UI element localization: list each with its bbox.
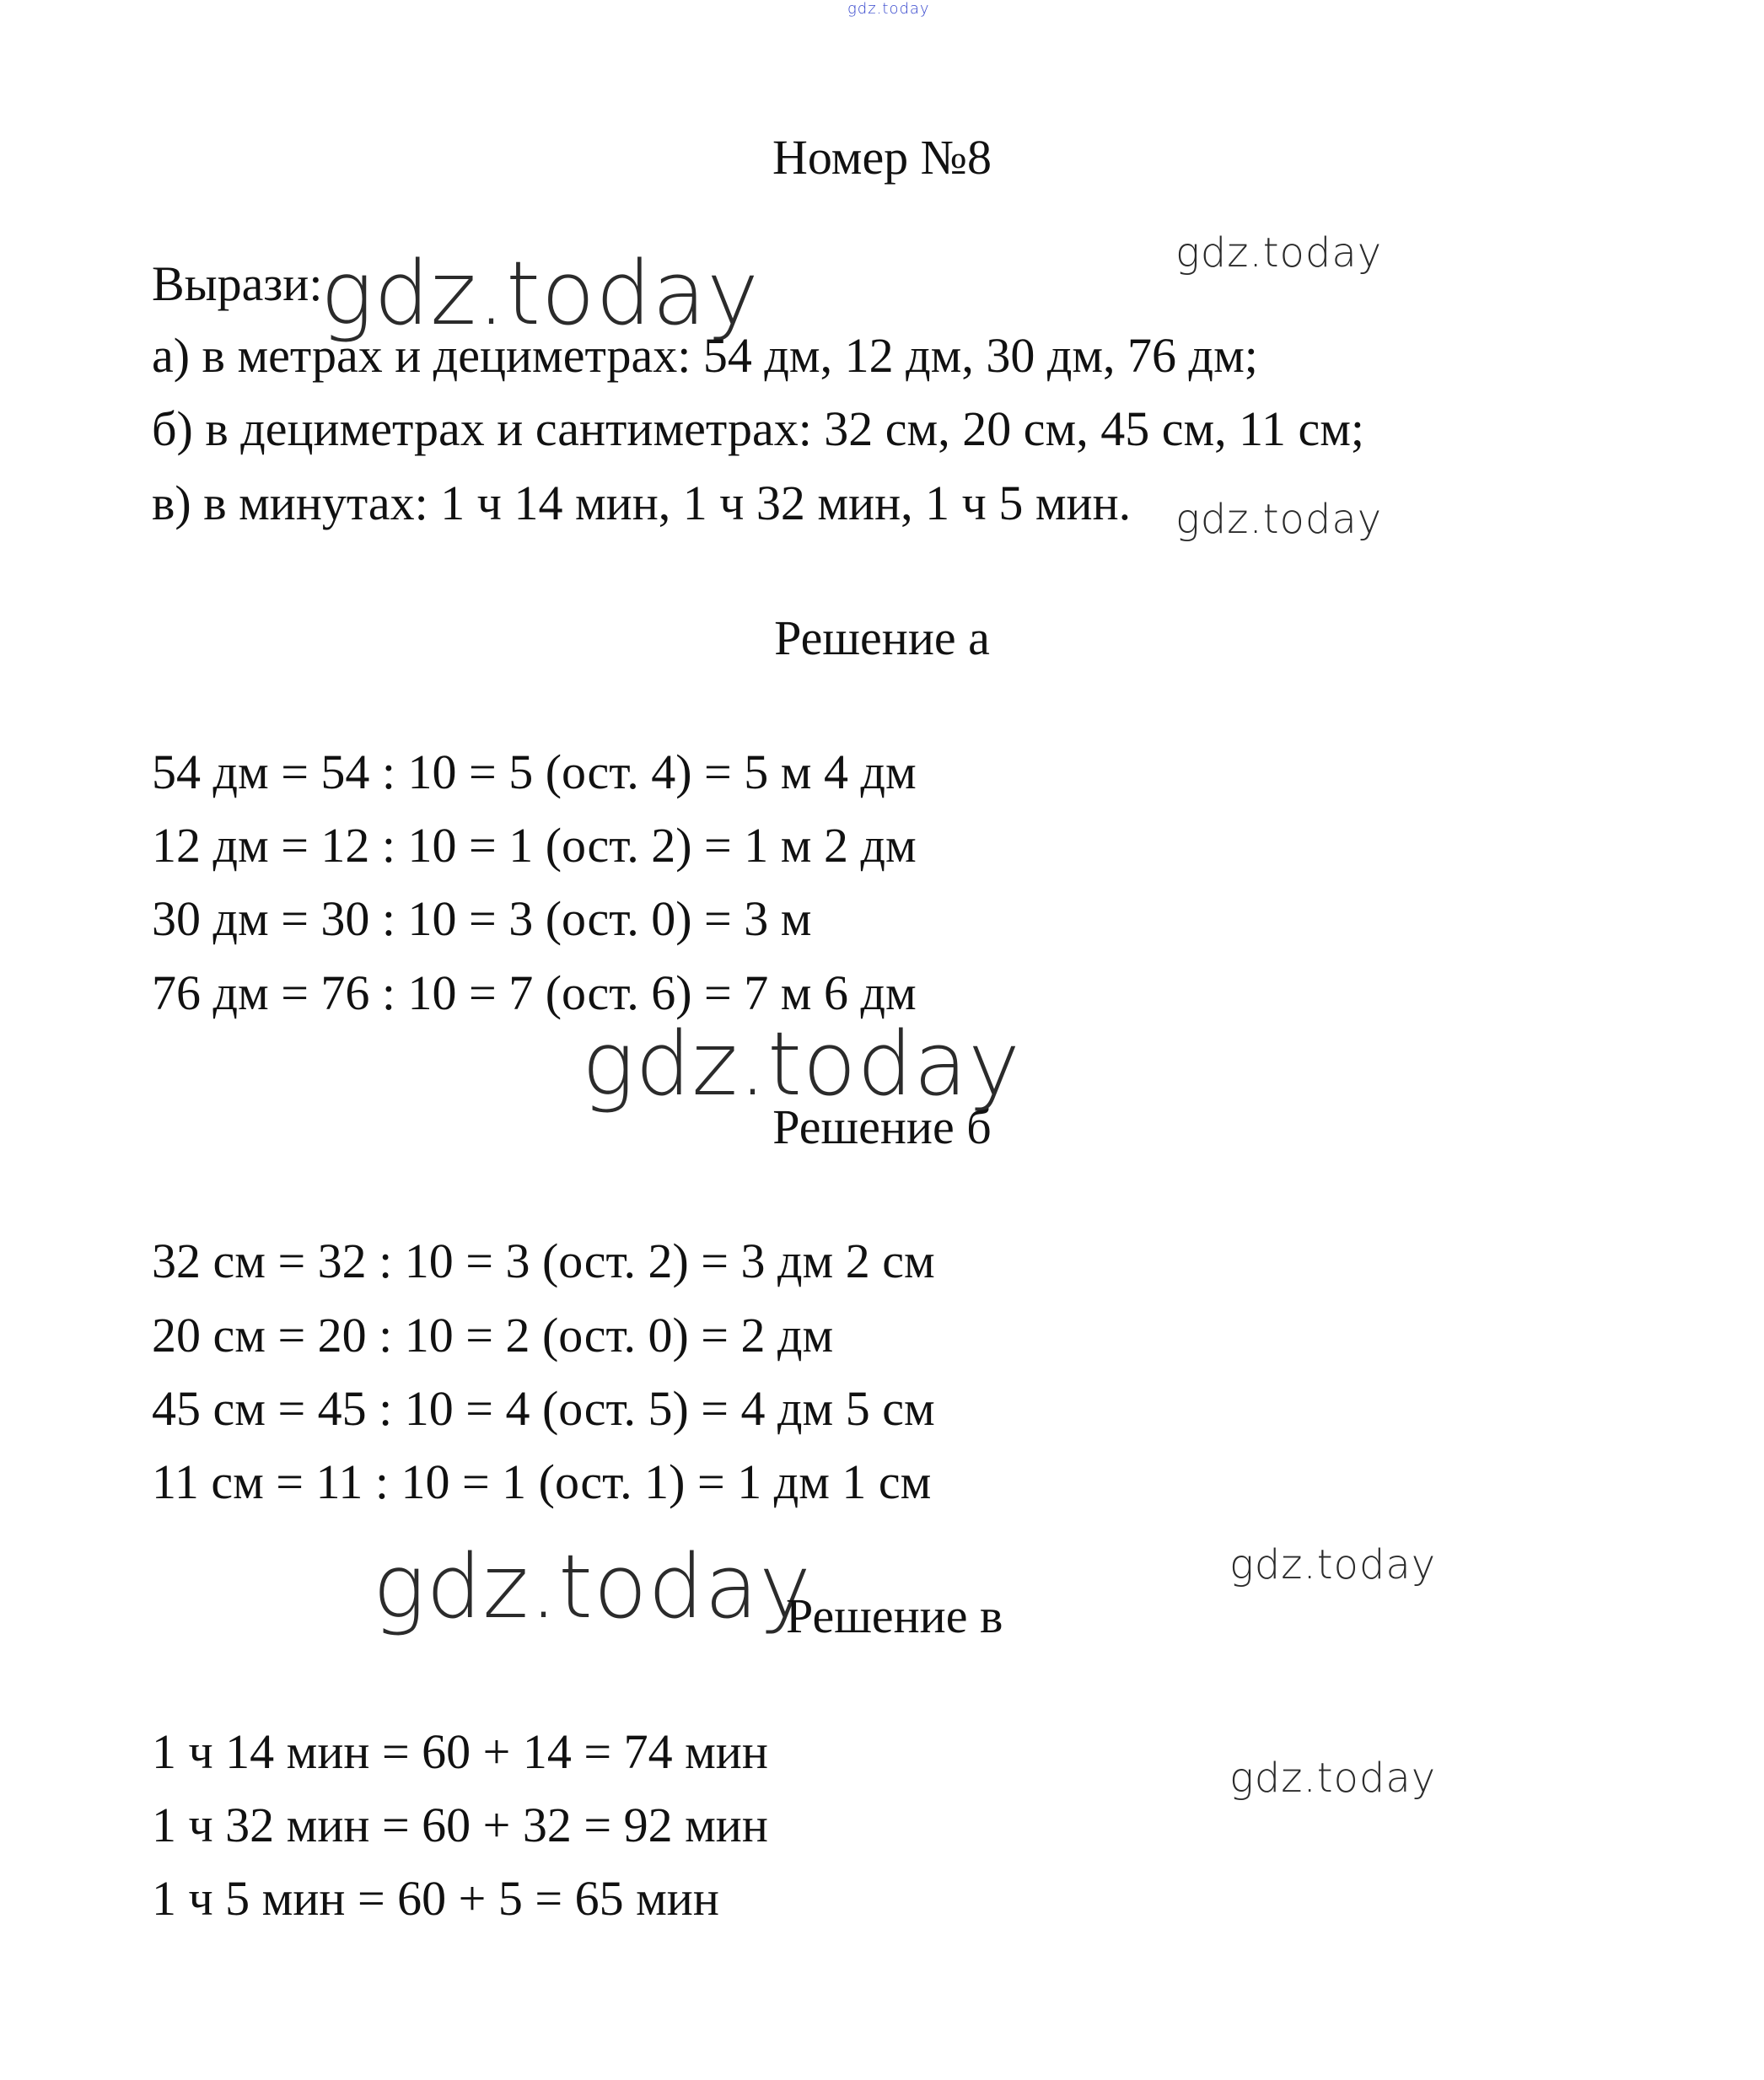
watermark-small: gdz.today [1175,229,1383,277]
watermark-large: gdz.today [582,1013,1021,1115]
solution-v-heading: Решение в [786,1588,1003,1643]
solution-a-line: 12 дм = 12 : 10 = 1 (ост. 2) = 1 м 2 дм [152,818,917,873]
solution-b-line: 45 см = 45 : 10 = 4 (ост. 5) = 4 дм 5 см [152,1381,935,1436]
solution-b-line: 32 см = 32 : 10 = 3 (ост. 2) = 3 дм 2 см [152,1233,935,1288]
solution-v-line: 1 ч 5 мин = 60 + 5 = 65 мин [152,1871,719,1926]
task-item-a: а) в метрах и дециметрах: 54 дм, 12 дм, 30 дм, 76 дм; [152,328,1258,383]
task-intro: Вырази: [152,256,323,311]
solution-v-line: 1 ч 32 мин = 60 + 32 = 92 мин [152,1798,768,1852]
watermark-large: gdz.today [320,242,760,345]
solution-v-line: 1 ч 14 мин = 60 + 14 = 74 мин [152,1724,768,1779]
watermark-top: gdz.today [847,0,930,18]
watermark-small: gdz.today [1229,1541,1437,1588]
watermark-large: gdz.today [373,1535,812,1638]
solution-b-line: 20 см = 20 : 10 = 2 (ост. 0) = 2 дм [152,1308,834,1362]
solution-a-line: 30 дм = 30 : 10 = 3 (ост. 0) = 3 м [152,891,812,946]
task-item-v: в) в минутах: 1 ч 14 мин, 1 ч 32 мин, 1 ч 5 мин. [152,476,1132,530]
watermark-small: gdz.today [1175,496,1383,543]
page-title: Номер №8 [772,130,992,185]
solution-b-line: 11 см = 11 : 10 = 1 (ост. 1) = 1 дм 1 см [152,1454,932,1509]
solution-a-line: 54 дм = 54 : 10 = 5 (ост. 4) = 5 м 4 дм [152,744,917,799]
solution-b-heading: Решение б [772,1099,992,1154]
solution-a-line: 76 дм = 76 : 10 = 7 (ост. 6) = 7 м 6 дм [152,965,917,1020]
watermark-small: gdz.today [1229,1755,1437,1802]
task-item-b: б) в дециметрах и сантиметрах: 32 см, 20 см, 45 см, 11 см; [152,401,1365,456]
solution-a-heading: Решение а [774,610,990,665]
